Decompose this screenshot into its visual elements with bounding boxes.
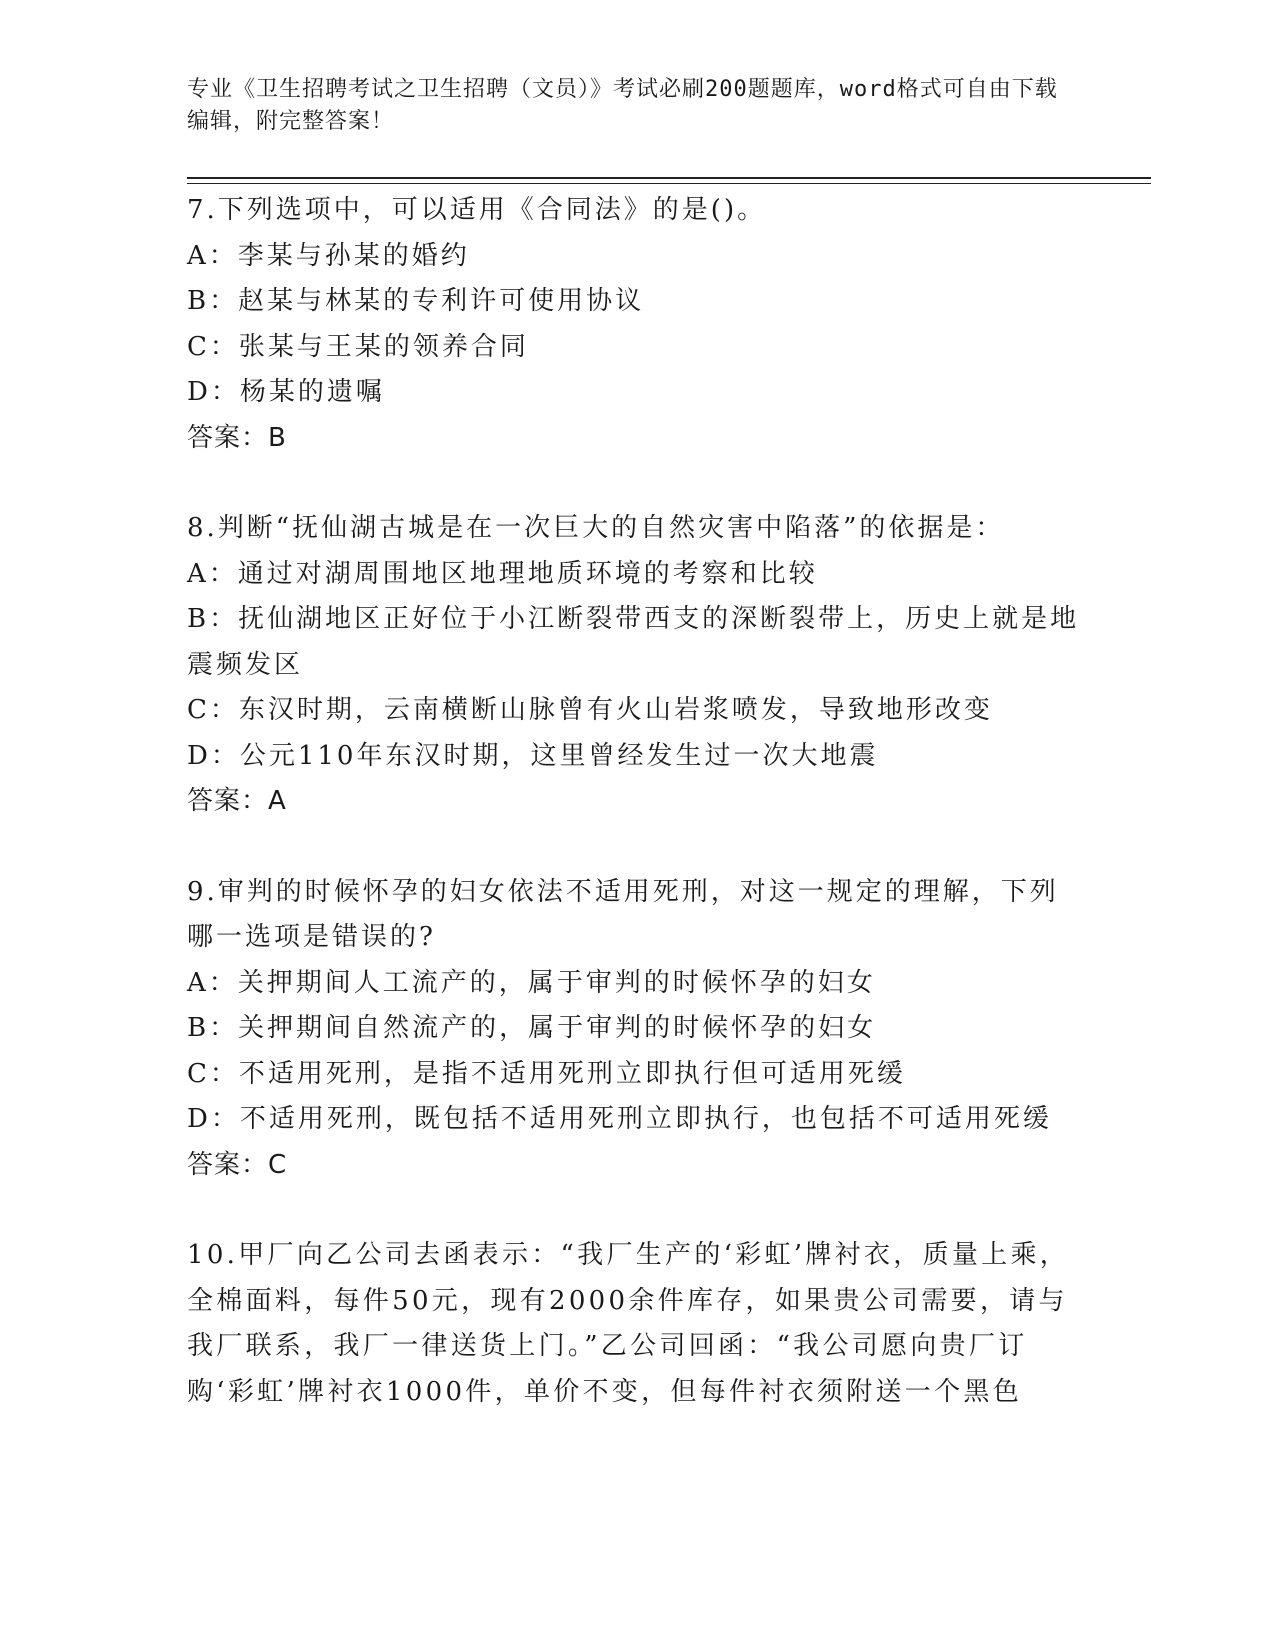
option-c: C：东汉时期，云南横断山脉曾有火山岩浆喷发，导致地形改变 — [187, 695, 993, 725]
answer: 答案：A — [187, 786, 287, 816]
option-b: B：赵某与林某的专利许可使用协议 — [187, 286, 645, 316]
header-text: 专业《卫生招聘考试之卫生招聘（文员）》考试必刷200题题库，word格式可自由下载编辑，附完整答案！ — [187, 77, 1058, 134]
option-b: B：抚仙湖地区正好位于小江断裂带西支的深断裂带上，历史上就是地震频发区 — [187, 604, 1080, 680]
option-d: D：不适用死刑，既包括不适用死刑立即执行，也包括不可适用死缓 — [187, 1104, 1052, 1134]
option-c: C：不适用死刑，是指不适用死刑立即执行但可适用死缓 — [187, 1058, 906, 1089]
question-stem: 10.甲厂向乙公司去函表示：“我厂生产的‘彩虹’牌衬衣，质量上乘，全棉面料，每件50元，现有2000余件库存，如果贵公司需要，请与我厂联系，我厂一律送货上门。”乙公司回函：“我公司愿向贵厂订购‘彩虹’牌衬衣1000件，单价不变，但每件衬衣须附送一个黑色 — [187, 1240, 1070, 1407]
option-d: D：杨某的遗嘱 — [187, 377, 385, 407]
question-stem: 9.审判的时候怀孕的妇女依法不适用死刑，对这一规定的理解，下列哪一选项是错误的? — [187, 876, 1059, 952]
answer: 答案：B — [187, 422, 287, 453]
option-c: C：张某与王某的领养合同 — [187, 331, 529, 362]
answer: 答案：C — [187, 1149, 288, 1180]
option-a: A：关押期间人工流产的，属于审判的时候怀孕的妇女 — [187, 967, 876, 998]
option-b: B：关押期间自然流产的，属于审判的时候怀孕的妇女 — [187, 1013, 877, 1043]
question-stem: 7.下列选项中，可以适用《合同法》的是()。 — [187, 195, 767, 225]
document-header — [187, 74, 1067, 138]
option-d: D：公元110年东汉时期，这里曾经发生过一次大地震 — [187, 740, 879, 771]
question-stem: 8.判断“抚仙湖古城是在一次巨大的自然灾害中陷落”的依据是： — [187, 513, 1005, 543]
question-list — [187, 188, 1087, 1460]
question-10 — [187, 1233, 1087, 1415]
question-8 — [187, 506, 1087, 825]
header-divider-thick — [187, 177, 1151, 179]
question-9 — [187, 870, 1087, 1189]
option-a: A：通过对湖周围地区地理地质环境的考察和比较 — [187, 558, 818, 589]
header-divider-thin — [187, 183, 1151, 184]
question-7 — [187, 188, 1087, 461]
option-a: A：李某与孙某的婚约 — [187, 240, 470, 271]
